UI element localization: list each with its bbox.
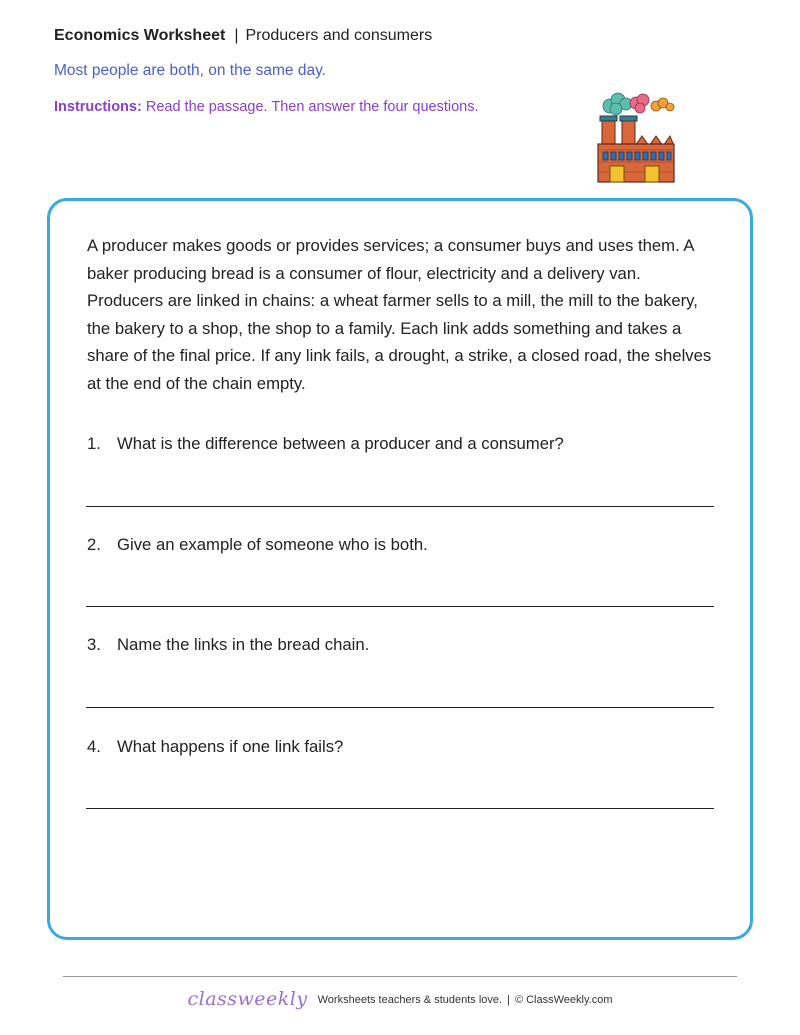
factory-icon — [590, 88, 680, 183]
worksheet-title: Economics Worksheet — [54, 27, 226, 44]
page-footer — [0, 988, 800, 1010]
question-1 — [87, 434, 564, 454]
question-number: 4. — [87, 737, 101, 756]
worksheet-header — [54, 27, 432, 45]
footer-tagline: Worksheets teachers & students love. — [317, 994, 503, 1006]
instructions-text: Read the passage. Then answer the four questions. — [145, 99, 479, 115]
smoke-cloud-pink — [630, 94, 649, 113]
question-text: Name the links in the bread chain. — [117, 635, 370, 654]
footer-separator: | — [507, 994, 510, 1006]
question-text: What happens if one link fails? — [117, 737, 344, 756]
instructions-label: Instructions: — [54, 99, 142, 115]
answer-line-3[interactable] — [86, 707, 714, 708]
question-number: 2. — [87, 535, 101, 554]
header-separator: | — [234, 27, 239, 44]
answer-line-2[interactable] — [86, 606, 714, 607]
smoke-cloud-orange — [651, 98, 674, 111]
question-2 — [87, 535, 428, 555]
question-number: 1. — [87, 434, 101, 453]
answer-line-1[interactable] — [86, 506, 714, 507]
smoke-cloud-teal — [603, 93, 632, 115]
reading-passage: A producer makes goods or provides services; a consumer buys and uses them. A baker producing bread is a consumer of flour, electricity and a delivery van. Producers are linked in chains: a wheat farmer sells to a mill, the mill to the bakery, the bakery to a shop, the shop to a family. Each link adds something and takes a share of the final price. If any link fails, a drought, a strike, a closed road, the shelves at the end of the chain empty. — [87, 236, 712, 393]
question-text: What is the difference between a producer and a consumer? — [117, 434, 564, 453]
brand-logo: classweekly — [187, 988, 308, 1010]
worksheet-topic: Producers and consumers — [245, 27, 433, 44]
footer-divider — [63, 976, 737, 977]
footer-copyright: © ClassWeekly.com — [514, 994, 613, 1006]
question-4 — [87, 737, 343, 757]
answer-line-4[interactable] — [86, 808, 714, 809]
question-text: Give an example of someone who is both. — [117, 535, 428, 554]
worksheet-subtitle: Most people are both, on the same day. — [54, 62, 326, 79]
instructions — [54, 99, 479, 115]
question-number: 3. — [87, 635, 101, 654]
question-3 — [87, 635, 369, 655]
factory-windows — [603, 152, 671, 160]
